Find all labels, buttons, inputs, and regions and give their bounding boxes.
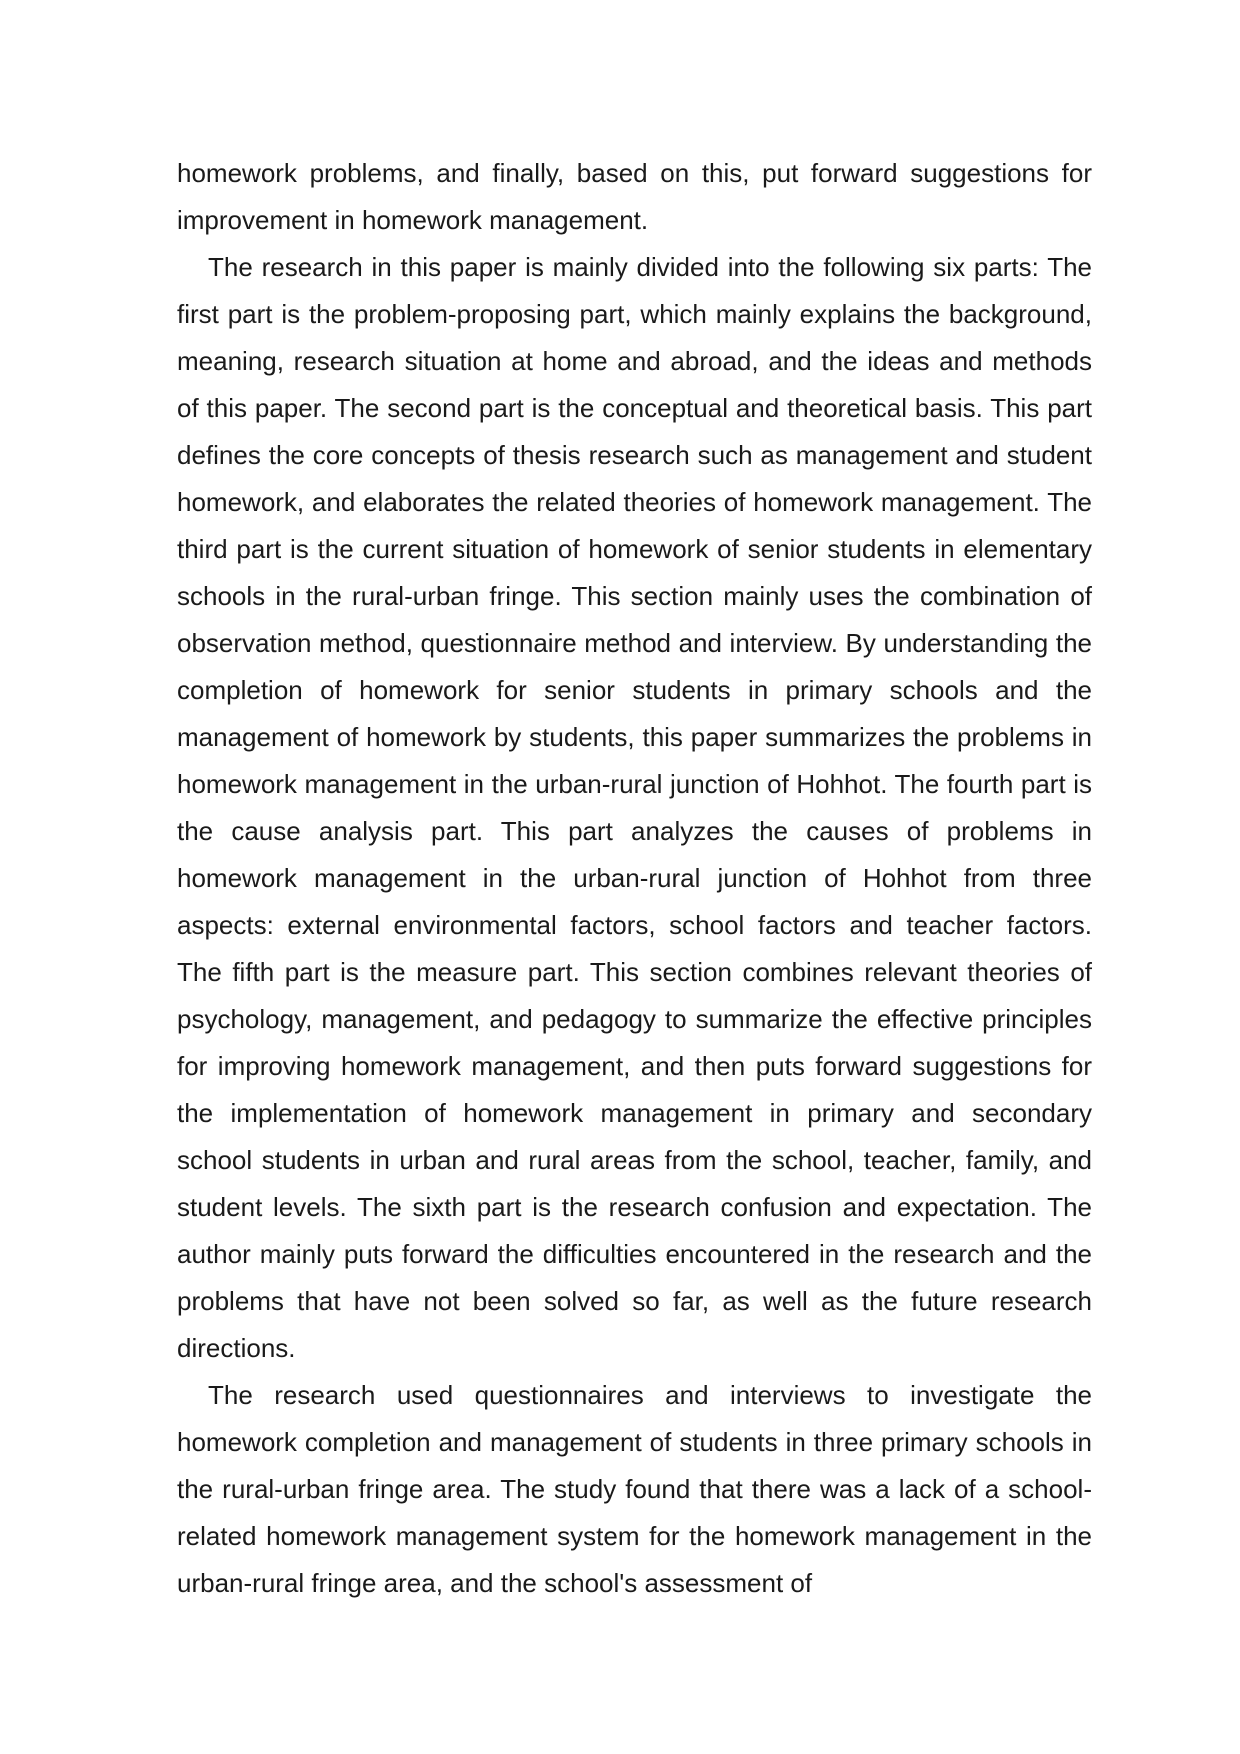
paragraph-continuation: homework problems, and finally, based on this, put forward suggestions for improvement in homework management. xyxy=(177,158,1092,235)
body-text xyxy=(177,150,1092,1607)
paragraph-research-structure: The research in this paper is mainly divided into the following six parts: The first part is the problem-proposing part, which mainly explains the background, meaning, research situation at home and abroad, and the ideas and methods of this paper. The second part is the conceptual and theoretical basis. This part defines the core concepts of thesis research such as management and student homework, and elaborates the related theories of homework management. The third part is the current situation of homework of senior students in elementary schools in the rural-urban fringe. This section mainly uses the combination of observation method, questionnaire method and interview. By understanding the completion of homework for senior students in primary schools and the management of homework by students, this paper summarizes the problems in homework management in the urban-rural junction of Hohhot. The fourth part is the cause analysis part. This part analyzes the causes of problems in homework management in the urban-rural junction of Hohhot from three aspects: external environmental factors, school factors and teacher factors. The fifth part is the measure part. This section combines relevant theories of psychology, management, and pedagogy to summarize the effective principles for improving homework management, and then puts forward suggestions for the implementation of homework management in primary and secondary school students in urban and rural areas from the school, teacher, family, and student levels. The sixth part is the research confusion and expectation. The author mainly puts forward the difficulties encountered in the research and the problems that have not been solved so far, as well as the future research directions. xyxy=(177,252,1092,1363)
paragraph-research-findings: The research used questionnaires and interviews to investigate the homework completion and management of students in three primary schools in the rural-urban fringe area. The study found that there was a lack of a school-related homework management system for the homework management in the urban-rural fringe area, and the school's assessment of xyxy=(177,1380,1092,1598)
